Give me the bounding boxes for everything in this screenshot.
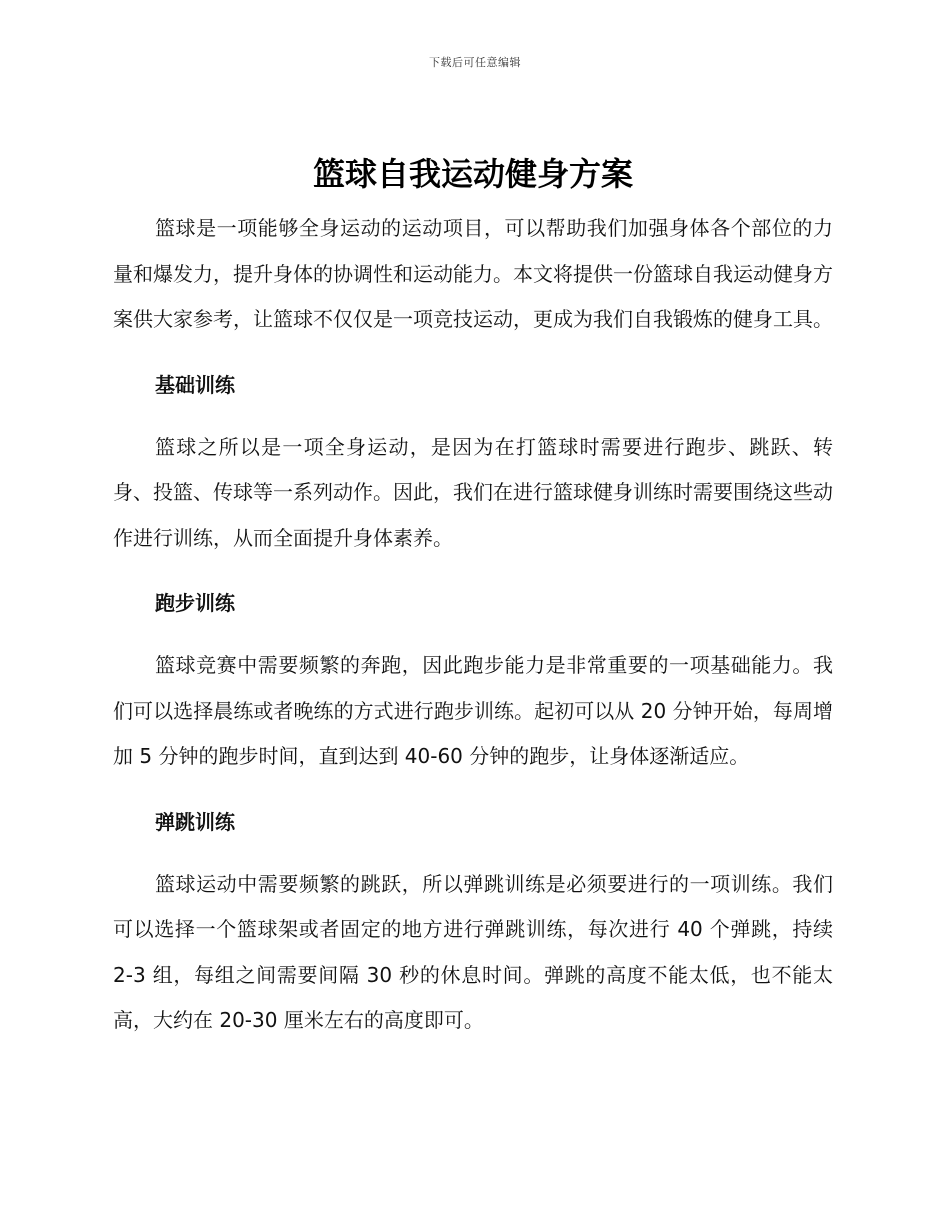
section-heading-jump-training: 弹跳训练 xyxy=(155,809,235,834)
document-content xyxy=(113,150,833,1044)
section-heading-basic-training: 基础训练 xyxy=(155,372,235,397)
header-note: 下载后可任意编辑 xyxy=(429,56,521,69)
section-heading-running-training: 跑步训练 xyxy=(155,591,235,615)
section-body-jump-training: 篮球运动中需要频繁的跳跃，所以弹跳训练是必须要进行的一项训练。我们可以选择一个篮球架或者固定的地方进行弹跳训练，每次进行 40 个弹跳，持续 2-3 组，每组之间需要间隔 30 秒的休息时间。弹跳的高度不能太低，也不能太高，大约在 20-30 厘米左右的高度即可。 xyxy=(113,871,833,1032)
section-body-basic-training: 篮球之所以是一项全身运动，是因为在打篮球时需要进行跑步、跳跃、转身、投篮、传球等一系列动作。因此，我们在进行篮球健身训练时需要围绕这些动作进行训练，从而全面提升身体素养。 xyxy=(113,434,833,550)
document-title: 篮球自我运动健身方案 xyxy=(312,155,633,193)
section-body-running-training: 篮球竞赛中需要频繁的奔跑，因此跑步能力是非常重要的一项基础能力。我们可以选择晨练或者晚练的方式进行跑步训练。起初可以从 20 分钟开始，每周增加 5 分钟的跑步时间，直到达到 40-60 分钟的跑步，让身体逐渐适应。 xyxy=(113,653,833,768)
intro-paragraph: 篮球是一项能够全身运动的运动项目，可以帮助我们加强身体各个部位的力量和爆发力，提升身体的协调性和运动能力。本文将提供一份篮球自我运动健身方案供大家参考，让篮球不仅仅是一项竞技运动，更成为我们自我锻炼的健身工具。 xyxy=(113,216,833,331)
